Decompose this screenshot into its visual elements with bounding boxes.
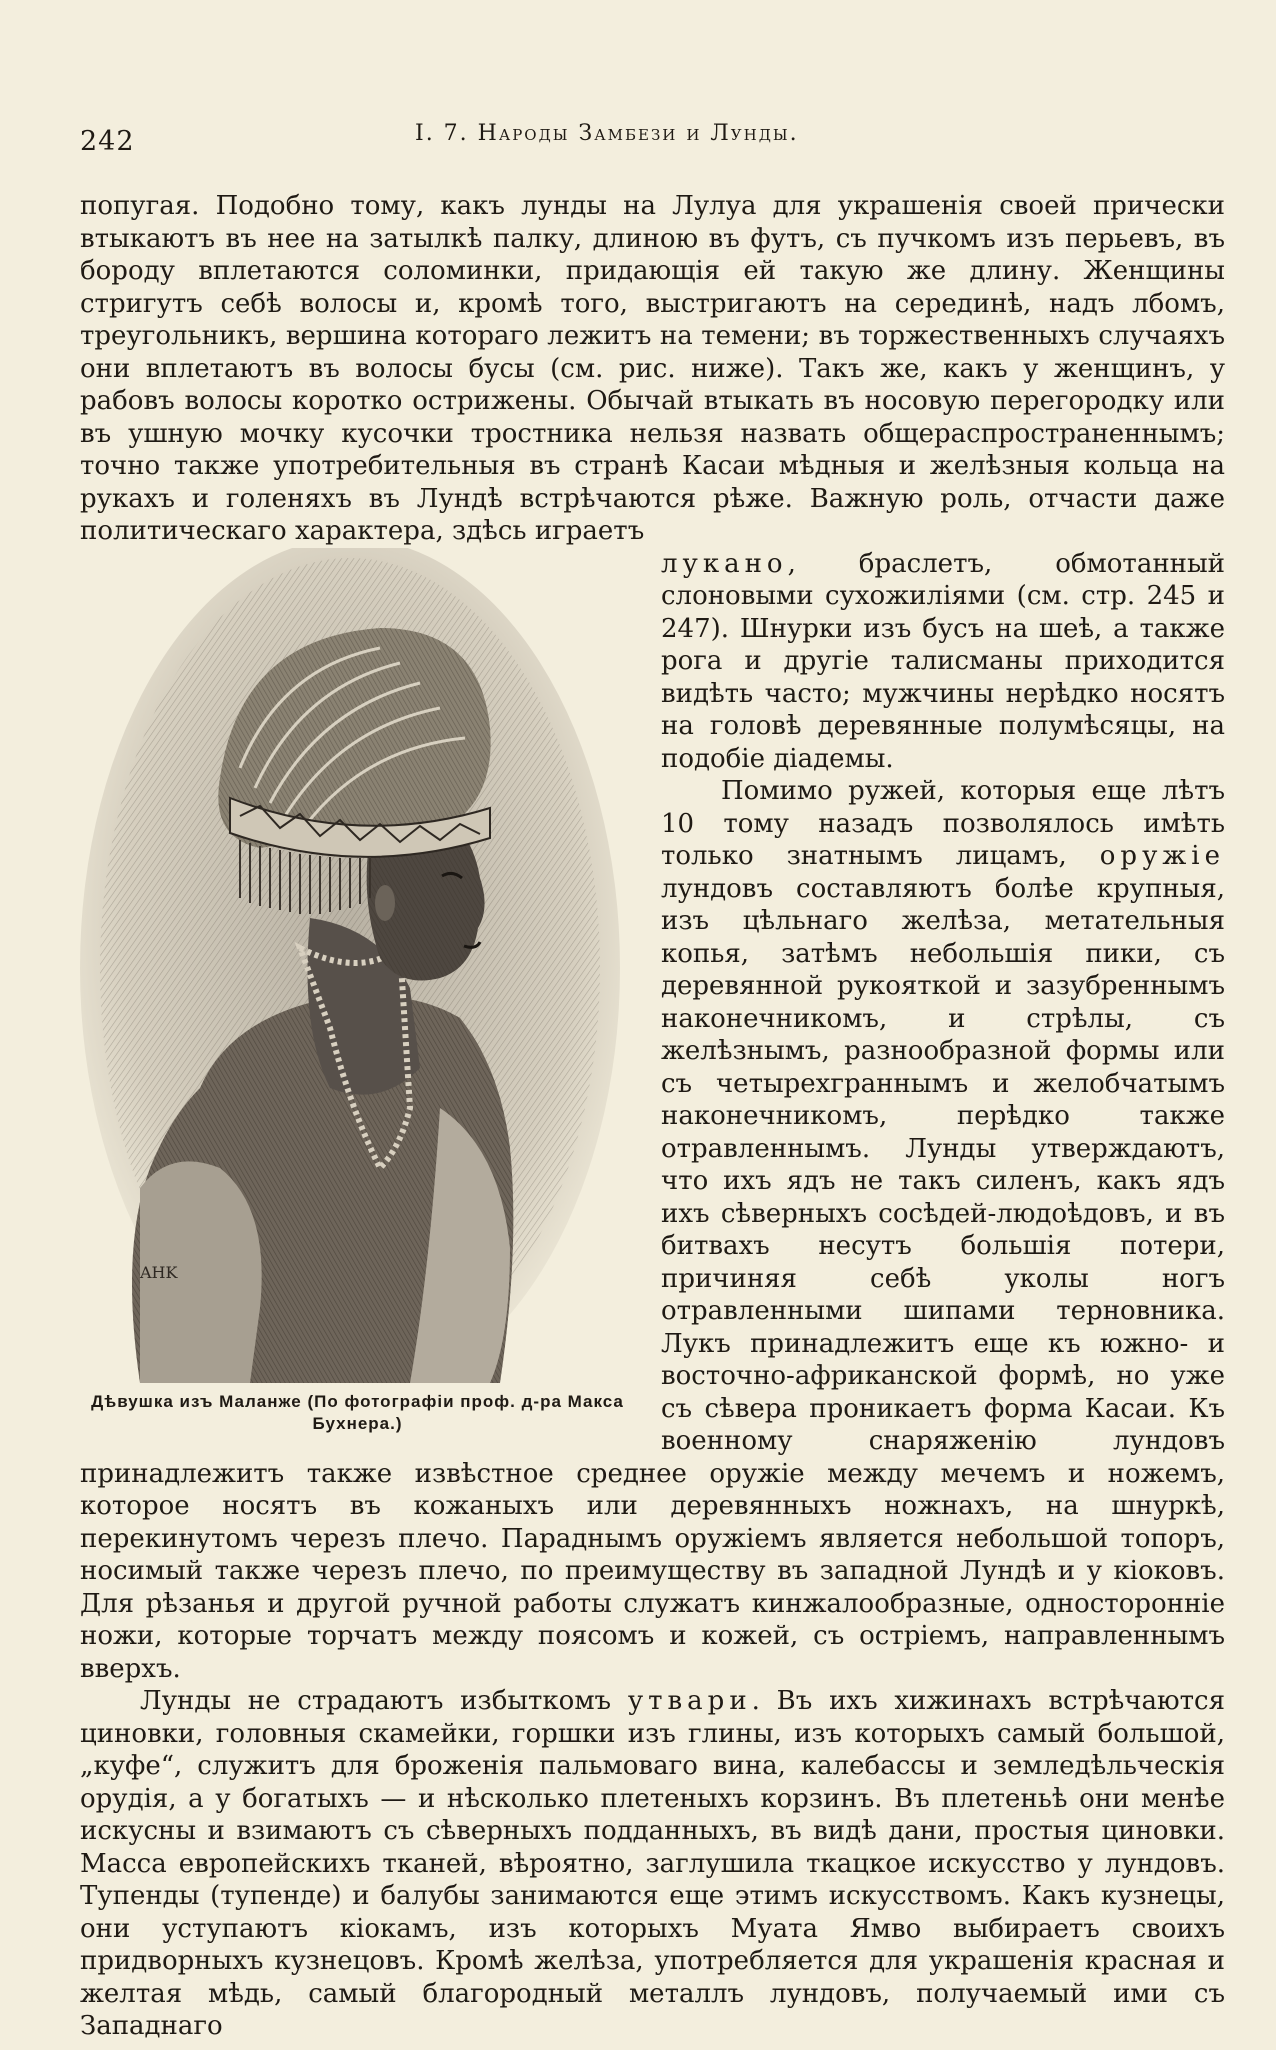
- page-number: 242: [80, 126, 135, 157]
- lukano-term: лукано: [661, 548, 788, 579]
- portrait-engraving: [80, 548, 635, 1383]
- paragraph-3-rest: . Въ ихъ хижинахъ встрѣчаются циновки, головныя скамейки, горшки изъ глины, изъ которыхъ самый большой, „куфе“, служитъ для броженія пальмоваго вина, калебассы и земледѣльческія орудія, а у богатыхъ — и нѣсколько плетеныхъ корзинъ. Въ плетеньѣ они менѣе искусны и взимаютъ съ сѣверныхъ подданныхъ, въ видѣ дани, простыя циновки. Масса европейскихъ тканей, вѣроятно, заглушила ткацкое искусство у лундовъ. Тупенды (тупенде) и балубы занимаются еще этимъ искусствомъ. Какъ кузнецы, они уступаютъ кіокамъ, изъ которыхъ Муата Ямво выбираетъ своихъ придворныхъ кузнецовъ. Кромѣ желѣза, употребляется для украшенія красная и желтая мѣдь, самый благородный металлъ лундовъ, получаемый ими съ Западнаго: [80, 1686, 1225, 2041]
- paragraph-3-start: Лунды не страдаютъ избыткомъ: [140, 1686, 628, 1716]
- paragraph-1: [80, 190, 1225, 548]
- utvari-term: утвари: [627, 1686, 752, 1716]
- paragraph-2-start: Помимо ружей, которыя еще лѣтъ 10 тому назадъ позволялось имѣть только знатнымъ лицамъ,: [661, 776, 1225, 871]
- paragraph-1-bottom: , браслетъ, обмотанный слоновыми сухожиліями (см. стр. 245 и 247). Шнурки изъ бусъ на шеѣ, а также рога и другіе талисманы приходится видѣть часто; мужчины нерѣдко носятъ на головѣ деревянные полумѣсяцы, на подобіе діадемы.: [661, 548, 1225, 774]
- paragraph-1-top: попугая. Подобно тому, какъ лунды на Лулуа для украшенія своей прически втыкаютъ въ нее на затылкѣ палку, длиною въ футъ, съ пучкомъ изъ перьевъ, въ бороду вплетаются соломинки, придающія ей такую же длину. Женщины стригутъ себѣ волосы и, кромѣ того, выстригаютъ на серединѣ, надъ лбомъ, треугольникъ, вершина котораго лежитъ на темени; въ торжественныхъ случаяхъ они вплетаютъ въ волосы бусы (см. рис. ниже). Такъ же, какъ у женщинъ, у рабовъ волосы коротко острижены. Обычай втыкать въ носовую перегородку или въ ушную мочку кусочки тростника нельзя назвать общераспространеннымъ; точно также употребительныя въ странѣ Касаи мѣдныя и желѣзныя кольца на рукахъ и голеняхъ въ Лундѣ встрѣчаются рѣже. Важную роль, отчасти даже политическаго характера, здѣсь играетъ: [80, 191, 1225, 546]
- svg-text:AHK: AHK: [140, 1262, 178, 1282]
- figure-portrait: [80, 548, 635, 1433]
- body-text: [80, 190, 1225, 2043]
- running-head: I. 7. Народы Замбези и Лунды.: [415, 121, 799, 146]
- page-header: [80, 118, 1216, 158]
- figure-caption: Дѣвушка изъ Маланже (По фотографіи проф. д-ра Макса Бухнера.): [91, 1391, 624, 1433]
- paragraph-3: [80, 1685, 1225, 2043]
- paragraph-2-rest: лундовъ составляютъ болѣе крупныя, изъ цѣльнаго желѣза, метательныя копья, затѣмъ небольшія пики, съ деревянной рукояткой и зазубреннымъ наконечникомъ, и стрѣлы, съ желѣзнымъ, разнообразной формы или съ четырехграннымъ и желобчатымъ наконечникомъ, перѣдко также отравленнымъ. Лунды утверждаютъ, что ихъ ядъ не такъ силенъ, какъ ядъ ихъ сѣверныхъ сосѣдей-людоѣдовъ, и въ битвахъ несутъ большія потери, причиняя себѣ уколы ногъ отравленными шипами терновника. Лукъ принадлежитъ еще къ южно- и восточно-африканской формѣ, но уже съ сѣвера проникаетъ форма Касаи. Къ военному снаряженію лундовъ принадлежитъ также извѣстное среднее оружіе между мечемъ и ножемъ, которое носятъ въ кожаныхъ или деревянныхъ ножнахъ, на шнуркѣ, перекинутомъ черезъ плечо. Параднымъ оружіемъ является небольшой топоръ, носимый также черезъ плечо, по преимуществу въ западной Лундѣ и у кіоковъ. Для рѣзанья и другой ручной работы служатъ кинжалообразные, односторонніе ножи, которые торчатъ между поясомъ и кожей, съ остріемъ, направленнымъ вверхъ.: [80, 873, 1225, 1684]
- oruzhie-term: оружіе: [1099, 841, 1225, 871]
